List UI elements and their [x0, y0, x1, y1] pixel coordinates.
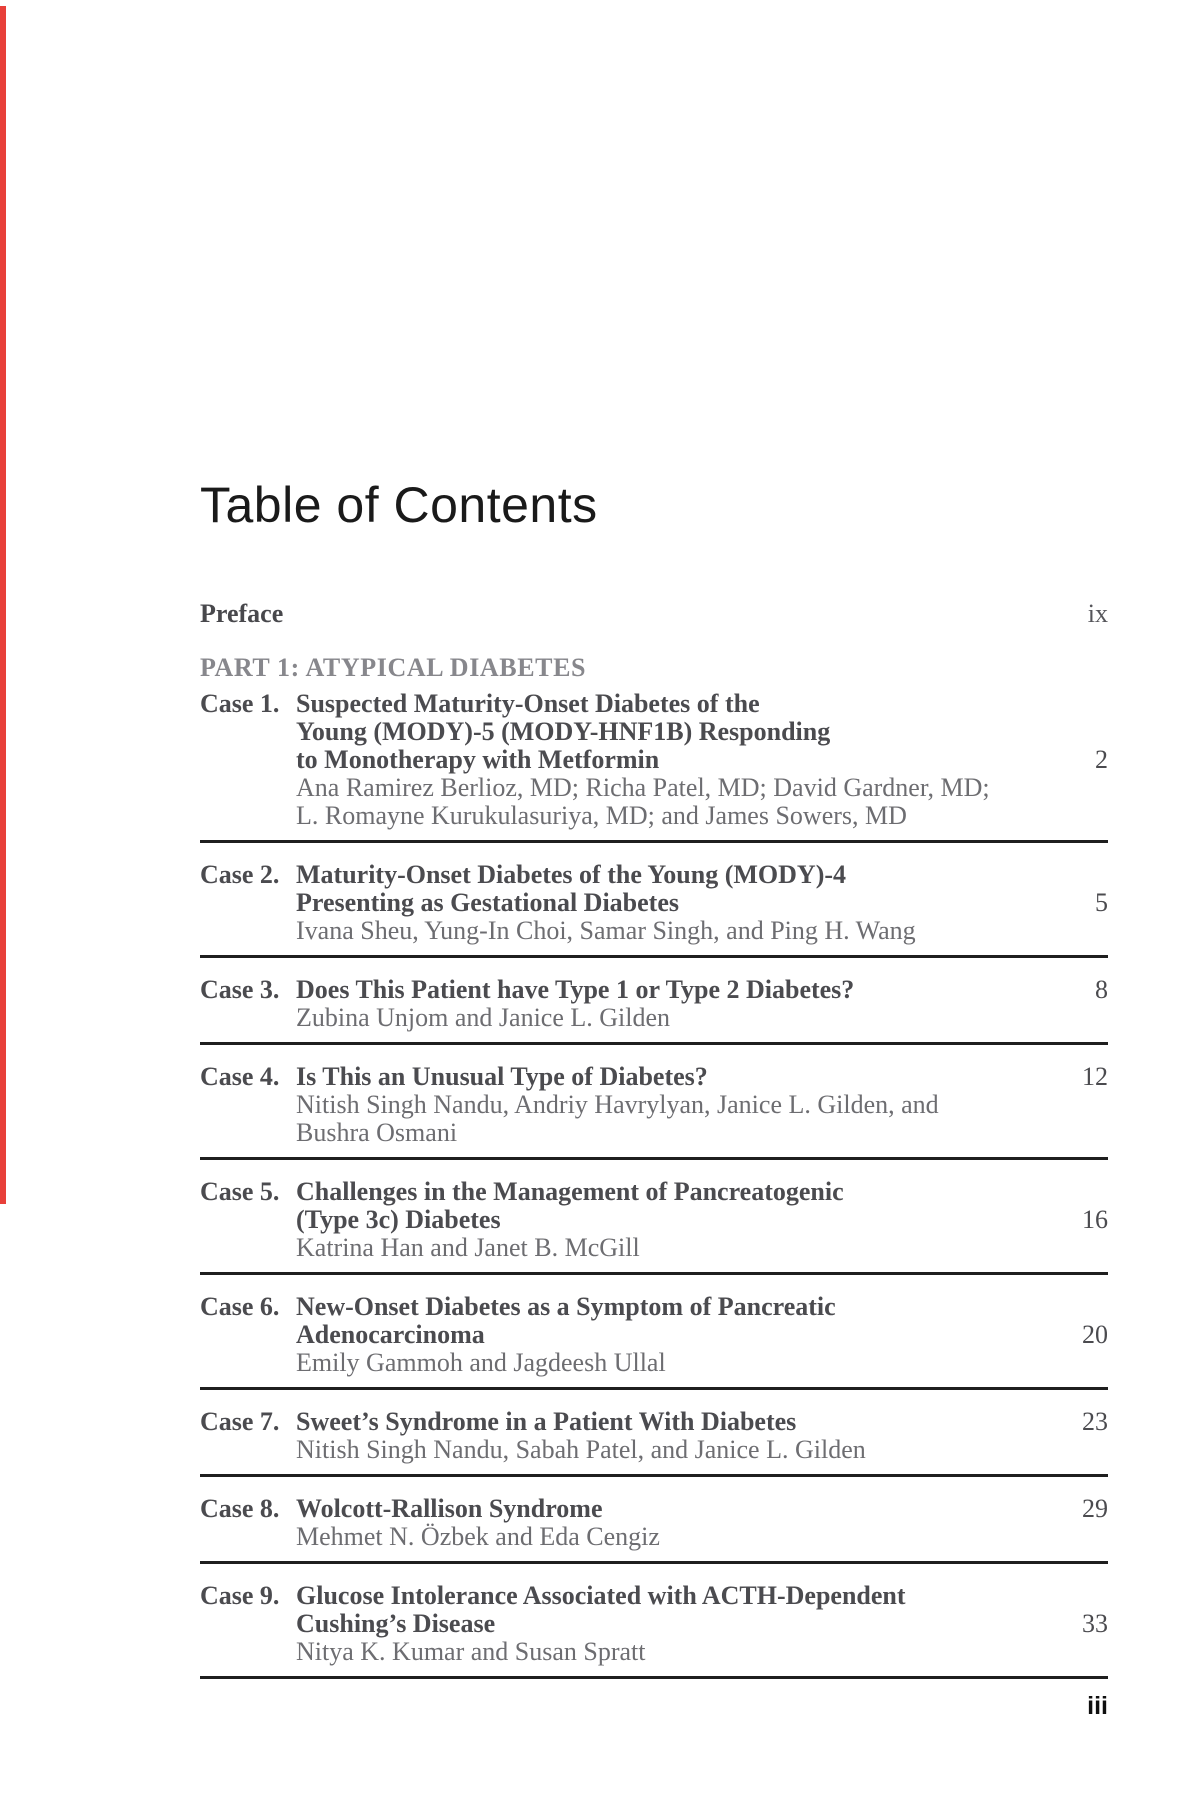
entry-title-line: Presenting as Gestational Diabetes	[296, 888, 679, 917]
entry-page-number: 8	[1095, 975, 1108, 1004]
entry-authors	[200, 1436, 1108, 1464]
entry-author-line: Nitish Singh Nandu, Sabah Patel, and Janice L. Gilden	[296, 1435, 866, 1464]
entry-author-line: Nitish Singh Nandu, Andriy Havrylyan, Janice L. Gilden, and	[296, 1090, 939, 1119]
entry-divider-rule	[200, 1157, 1108, 1160]
entry-case-label: Case 9.	[200, 1581, 280, 1610]
entry-author-line: L. Romayne Kurukulasuriya, MD; and James Sowers, MD	[296, 801, 907, 830]
entry-case-label: Case 4.	[200, 1062, 280, 1091]
entry-title-line: Sweet’s Syndrome in a Patient With Diabetes	[296, 1407, 797, 1436]
entry-title	[296, 861, 1052, 917]
entry-title-line: Does This Patient have Type 1 or Type 2 Diabetes?	[296, 975, 855, 1004]
toc-entry	[200, 1293, 1108, 1390]
entry-title-line: Wolcott-Rallison Syndrome	[296, 1494, 603, 1523]
entry-case-label: Case 1.	[200, 689, 280, 718]
entry-author-line: Katrina Han and Janet B. McGill	[296, 1233, 640, 1262]
entry-author-line: Ana Ramirez Berlioz, MD; Richa Patel, MD; David Gardner, MD;	[296, 773, 990, 802]
entry-head	[200, 1582, 1108, 1638]
entry-page-number: 16	[1082, 1205, 1108, 1234]
entry-authors	[200, 1004, 1108, 1032]
entry-case-label: Case 6.	[200, 1292, 280, 1321]
entry-divider-rule	[200, 1676, 1108, 1679]
entry-page-number: 20	[1082, 1320, 1108, 1349]
entry-case-label: Case 3.	[200, 975, 280, 1004]
entry-head	[200, 1063, 1108, 1091]
part-heading: PART 1: ATYPICAL DIABETES	[200, 653, 587, 682]
entry-title-line: New-Onset Diabetes as a Symptom of Pancreatic	[296, 1292, 836, 1321]
toc-entry	[200, 1178, 1108, 1275]
entry-title-line: Adenocarcinoma	[296, 1320, 485, 1349]
entry-title-line: to Monotherapy with Metformin	[296, 745, 660, 774]
entry-title-line: (Type 3c) Diabetes	[296, 1205, 501, 1234]
entry-case-label: Case 2.	[200, 860, 280, 889]
toc-entry	[200, 976, 1108, 1045]
entry-divider-rule	[200, 1272, 1108, 1275]
entry-author-line: Nitya K. Kumar and Susan Spratt	[296, 1637, 646, 1666]
toc-entry	[200, 1582, 1108, 1679]
entry-authors	[200, 1349, 1108, 1377]
entry-title-line: Is This an Unusual Type of Diabetes?	[296, 1062, 708, 1091]
entry-divider-rule	[200, 840, 1108, 843]
toc-entries	[200, 690, 1108, 1697]
entry-authors	[200, 917, 1108, 945]
entry-title	[296, 1178, 1052, 1234]
entry-divider-rule	[200, 955, 1108, 958]
entry-author-line: Ivana Sheu, Yung-In Choi, Samar Singh, and Ping H. Wang	[296, 916, 916, 945]
entry-title-line: Cushing’s Disease	[296, 1609, 496, 1638]
entry-title-line: Glucose Intolerance Associated with ACTH-Dependent	[296, 1581, 906, 1610]
entry-title	[296, 1582, 1052, 1638]
preface-row	[200, 600, 1108, 628]
entry-title-line: Young (MODY)-5 (MODY-HNF1B) Responding	[296, 717, 831, 746]
entry-page-number: 2	[1095, 745, 1108, 774]
entry-page-number: 5	[1095, 888, 1108, 917]
entry-page-number: 23	[1082, 1407, 1108, 1436]
entry-title-line: Maturity-Onset Diabetes of the Young (MODY)-4	[296, 860, 847, 889]
entry-title-line: Suspected Maturity-Onset Diabetes of the	[296, 689, 760, 718]
entry-page-number: 33	[1082, 1609, 1108, 1638]
entry-page-number: 12	[1082, 1062, 1108, 1091]
entry-authors	[200, 774, 1108, 830]
preface-page-number: ix	[1087, 599, 1108, 628]
entry-divider-rule	[200, 1561, 1108, 1564]
toc-entry	[200, 690, 1108, 843]
entry-head	[200, 861, 1108, 917]
entry-head	[200, 1495, 1108, 1523]
entry-authors	[200, 1091, 1108, 1147]
entry-divider-rule	[200, 1042, 1108, 1045]
entry-author-line: Mehmet N. Özbek and Eda Cengiz	[296, 1522, 660, 1551]
entry-title	[296, 1063, 1052, 1091]
entry-authors	[200, 1523, 1108, 1551]
entry-head	[200, 1293, 1108, 1349]
entry-author-line: Emily Gammoh and Jagdeesh Ullal	[296, 1348, 666, 1377]
entry-head	[200, 690, 1108, 774]
entry-case-label: Case 7.	[200, 1407, 280, 1436]
entry-title	[296, 690, 1052, 774]
entry-case-label: Case 5.	[200, 1177, 280, 1206]
entry-title	[296, 976, 1052, 1004]
toc-entry	[200, 1063, 1108, 1160]
entry-divider-rule	[200, 1474, 1108, 1477]
folio-page-number: iii	[1087, 1692, 1108, 1720]
entry-author-line: Bushra Osmani	[296, 1118, 458, 1147]
accent-bar	[0, 6, 6, 1204]
entry-page-number: 29	[1082, 1494, 1108, 1523]
entry-case-label: Case 8.	[200, 1494, 280, 1523]
entry-head	[200, 976, 1108, 1004]
entry-title	[296, 1408, 1052, 1436]
page-title: Table of Contents	[200, 476, 598, 533]
toc-entry	[200, 1408, 1108, 1477]
toc-entry	[200, 1495, 1108, 1564]
entry-head	[200, 1408, 1108, 1436]
entry-authors	[200, 1638, 1108, 1666]
entry-title	[296, 1495, 1052, 1523]
preface-label: Preface	[200, 599, 284, 628]
entry-author-line: Zubina Unjom and Janice L. Gilden	[296, 1003, 671, 1032]
entry-divider-rule	[200, 1387, 1108, 1390]
entry-title-line: Challenges in the Management of Pancreatogenic	[296, 1177, 844, 1206]
entry-authors	[200, 1234, 1108, 1262]
entry-title	[296, 1293, 1052, 1349]
entry-head	[200, 1178, 1108, 1234]
toc-entry	[200, 861, 1108, 958]
